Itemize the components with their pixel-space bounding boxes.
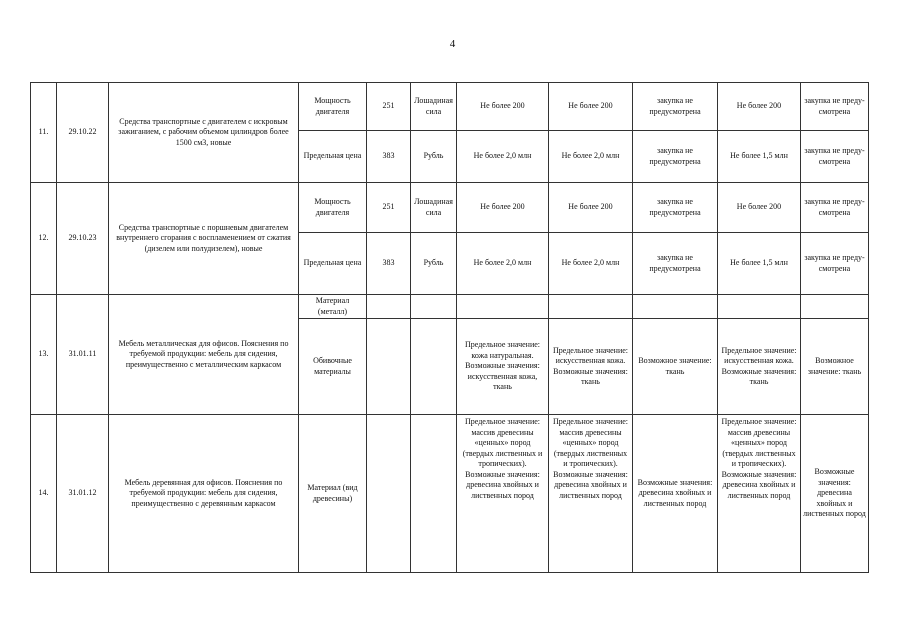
requirement-value: Предельное значение: массив древесины «ценных» пород (твердых лиственных и тропических). Возможные значения: древесина хвойных и лиственных пород bbox=[718, 415, 801, 573]
table-row bbox=[31, 83, 869, 131]
requirement-value: Предельное значение: искусственная кожа. Возможные значения: ткань bbox=[549, 319, 633, 415]
requirement-value: закупка не преду-смотрена bbox=[801, 233, 869, 295]
requirement-value: закупка не предусмотрена bbox=[633, 83, 718, 131]
requirement-value: закупка не преду-смотрена bbox=[801, 183, 869, 233]
okei-code bbox=[367, 319, 411, 415]
requirement-value: Не более 2,0 млн bbox=[457, 131, 549, 183]
requirement-value: Предельное значение: массив древесины «ценных» пород (твердых лиственных и тропических). Возможные значения: древесина хвойных и лиственных пород bbox=[549, 415, 633, 573]
requirement-value: Не более 2,0 млн bbox=[549, 233, 633, 295]
requirement-value: Не более 1,5 млн bbox=[718, 233, 801, 295]
requirement-value: Не более 200 bbox=[718, 183, 801, 233]
okei-code: 251 bbox=[367, 183, 411, 233]
unit-name: Лошадиная сила bbox=[411, 183, 457, 233]
table-row bbox=[31, 415, 869, 573]
row-number: 14. bbox=[31, 415, 57, 573]
okpd-code: 29.10.22 bbox=[57, 83, 109, 183]
row-number: 11. bbox=[31, 83, 57, 183]
unit-name bbox=[411, 319, 457, 415]
requirement-value: закупка не предусмотрена bbox=[633, 183, 718, 233]
requirement-value: Возможные значения: древесина хвойных и лиственных пород bbox=[633, 415, 718, 573]
requirement-value bbox=[549, 295, 633, 319]
requirement-value: Возможные значения: древесина хвойных и лиственных пород bbox=[801, 415, 869, 573]
requirement-value: Предельное значение: искусственная кожа. Возможные значения: ткань bbox=[718, 319, 801, 415]
okei-code bbox=[367, 295, 411, 319]
unit-name bbox=[411, 295, 457, 319]
requirement-value: Не более 1,5 млн bbox=[718, 131, 801, 183]
requirement-value bbox=[718, 295, 801, 319]
characteristic: Мощность двигателя bbox=[299, 183, 367, 233]
table-row bbox=[31, 183, 869, 233]
page-number: 4 bbox=[449, 38, 456, 50]
requirement-value: Не более 200 bbox=[457, 183, 549, 233]
requirement-value: Возможное значение: ткань bbox=[633, 319, 718, 415]
characteristic: Предельная цена bbox=[299, 233, 367, 295]
characteristic: Материал (металл) bbox=[299, 295, 367, 319]
row-number: 13. bbox=[31, 295, 57, 415]
requirement-value bbox=[801, 295, 869, 319]
product-name: Средства транспортные с двигателем с искровым зажиганием, с рабочим объемом цилиндров более 1500 см3, новые bbox=[109, 83, 299, 183]
characteristic: Материал (вид древесины) bbox=[299, 415, 367, 573]
requirement-value: закупка не предусмотрена bbox=[633, 233, 718, 295]
unit-name: Рубль bbox=[411, 131, 457, 183]
requirement-value bbox=[457, 295, 549, 319]
requirement-value: закупка не предусмотрена bbox=[633, 131, 718, 183]
okpd-code: 31.01.11 bbox=[57, 295, 109, 415]
okei-code: 383 bbox=[367, 233, 411, 295]
requirement-value: Не более 200 bbox=[549, 183, 633, 233]
requirement-value: Не более 2,0 млн bbox=[549, 131, 633, 183]
okei-code: 251 bbox=[367, 83, 411, 131]
table-row bbox=[31, 295, 869, 319]
requirements-table bbox=[30, 82, 869, 573]
unit-name: Рубль bbox=[411, 233, 457, 295]
unit-name: Лошадиная сила bbox=[411, 83, 457, 131]
requirement-value: Предельное значение: массив древесины «ценных» пород (твердых лиственных и тропических). Возможные значения: древесина хвойных и лиственных пород bbox=[457, 415, 549, 573]
okei-code bbox=[367, 415, 411, 573]
product-name: Мебель деревянная для офисов. Пояснения по требуемой продукции: мебель для сидения, преимущественно с деревянным каркасом bbox=[109, 415, 299, 573]
requirement-value: Не более 200 bbox=[549, 83, 633, 131]
okei-code: 383 bbox=[367, 131, 411, 183]
requirement-value: закупка не преду-смотрена bbox=[801, 131, 869, 183]
requirement-value: Возможное значение: ткань bbox=[801, 319, 869, 415]
requirement-value: Не более 200 bbox=[718, 83, 801, 131]
okpd-code: 29.10.23 bbox=[57, 183, 109, 295]
row-number: 12. bbox=[31, 183, 57, 295]
product-name: Мебель металлическая для офисов. Пояснения по требуемой продукции: мебель для сидения, преимущественно с металлическим каркасом bbox=[109, 295, 299, 415]
requirement-value: Не более 2,0 млн bbox=[457, 233, 549, 295]
okpd-code: 31.01.12 bbox=[57, 415, 109, 573]
requirement-value bbox=[633, 295, 718, 319]
product-name: Средства транспортные с поршневым двигателем внутреннего сгорания с воспламенением от сжатия (дизелем или полудизелем), новые bbox=[109, 183, 299, 295]
requirement-value: Предельное значение: кожа натуральная. Возможные значения: искусственная кожа, ткань bbox=[457, 319, 549, 415]
characteristic: Предельная цена bbox=[299, 131, 367, 183]
unit-name bbox=[411, 415, 457, 573]
characteristic: Обивочные материалы bbox=[299, 319, 367, 415]
requirement-value: закупка не преду-смотрена bbox=[801, 83, 869, 131]
characteristic: Мощность двигателя bbox=[299, 83, 367, 131]
requirement-value: Не более 200 bbox=[457, 83, 549, 131]
